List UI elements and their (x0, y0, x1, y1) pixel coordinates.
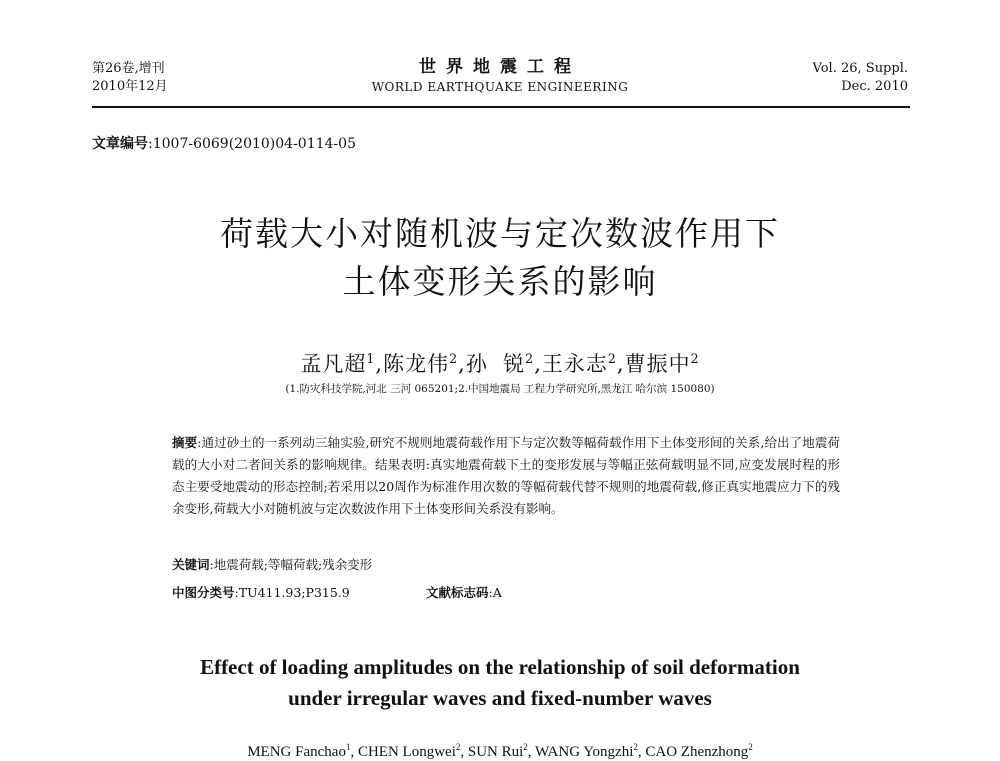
header-left (92, 60, 168, 96)
title-en-line1: Effect of loading amplitudes on the relationship of soil deformation (200, 655, 800, 679)
title-zh (100, 210, 900, 306)
title-zh-line2: 土体变形关系的影响 (342, 262, 658, 301)
volume-en: Vol. 26, Suppl. (812, 61, 908, 76)
author-en: CAO Zhenzhong$^2$ (645, 742, 753, 760)
volume-zh: 第26卷,增刊 (92, 61, 165, 76)
abstract-label: 摘要 (172, 435, 198, 450)
abstract (172, 432, 840, 520)
authors-en (80, 742, 920, 761)
clc-text: :TU411.93;P315.9 (234, 585, 350, 600)
author-zh: 曹振中$^2$ (624, 351, 700, 376)
document-code (426, 583, 502, 601)
title-en-line2: under irregular waves and fixed-number waves (288, 686, 712, 710)
keywords (172, 555, 372, 573)
title-en (80, 652, 920, 714)
author-zh: 王永志$^2$, (541, 351, 625, 376)
doc-code-label: 文献标志码 (426, 585, 489, 600)
author-en: WANG Yongzhi$^2$, (535, 742, 646, 760)
classification-code (172, 583, 350, 601)
affiliations-zh: (1.防灾科技学院,河北 三河 065201;2.中国地震局 工程力学研究所,黑龙江 哈尔滨 150080) (285, 383, 715, 395)
header-right (813, 60, 908, 96)
header-divider (92, 106, 910, 108)
journal-title-en: WORLD EARTHQUAKE ENGINEERING (371, 80, 629, 94)
keywords-text: :地震荷载;等幅荷载;残余变形 (209, 557, 373, 572)
date-en: Dec. 2010 (841, 79, 908, 94)
author-zh: 陈龙伟$^2$, (383, 351, 466, 376)
authors-zh (100, 348, 900, 378)
title-zh-line1: 荷载大小对随机波与定次数波作用下 (220, 214, 780, 253)
abstract-text: :通过砂土的一系列动三轴实验,研究不规则地震荷载作用下与定次数等幅荷载作用下土体变形间的关系,给出了地震荷载的大小对二者间关系的影响规律。结果表明:真实地震荷载下土的变形发展与等幅正弦荷载明显不同,应变发展时程的形态主要受地震动的形态控制;若采用以20周作为标准作用次数的等幅荷载代替不规则的地震荷载,修正真实地震应力下的残余变形,荷载大小对随机波与定次数波作用下土体变形间关系没有影响。 (172, 435, 840, 516)
article-number-label: 文章编号 (92, 136, 148, 152)
keywords-label: 关键词 (172, 557, 210, 572)
journal-title-zh: 世界地震工程 (419, 57, 581, 77)
author-en: CHEN Longwei$^2$, (357, 742, 468, 760)
author-en: MENG Fanchao$^1$, (247, 742, 358, 760)
date-zh: 2010年12月 (92, 79, 168, 94)
article-number (92, 133, 356, 153)
article-number-value: :1007-6069(2010)04-0114-05 (148, 136, 356, 152)
journal-name (300, 56, 700, 96)
author-zh: 孟凡超$^1$, (300, 351, 384, 376)
author-zh: 孙 锐$^2$, (465, 351, 542, 376)
author-en: SUN Rui$^2$, (467, 742, 536, 760)
doc-code-text: :A (488, 585, 502, 600)
clc-label: 中图分类号 (172, 585, 235, 600)
